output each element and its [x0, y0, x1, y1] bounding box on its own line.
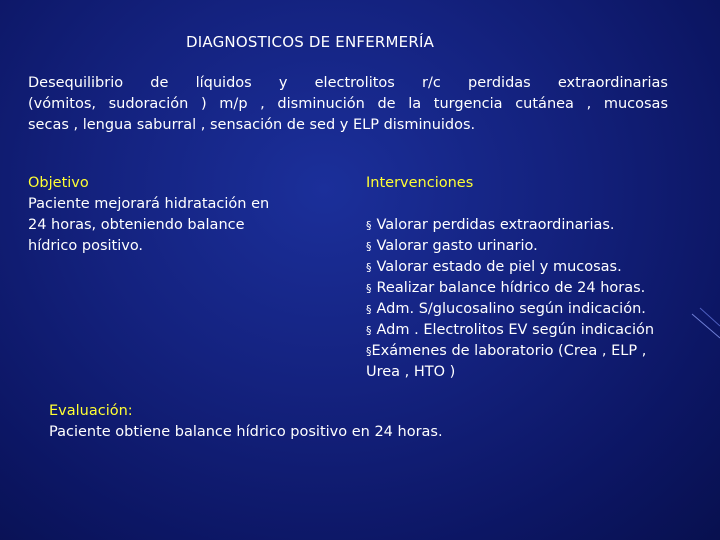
diagnosis-line: (vómitos, sudoración ) m/p , disminución de la turgencia cutánea , mucosas [28, 96, 668, 112]
objetivo-line: hídrico positivo. [28, 238, 144, 254]
list-item-text: Urea , HTO ) [366, 364, 456, 380]
bullet-icon: § [366, 282, 372, 295]
evaluacion-text: Paciente obtiene balance hídrico positivo en 24 horas. [49, 424, 443, 440]
bullet-icon: § [366, 219, 372, 232]
list-item [366, 257, 706, 278]
list-item [366, 278, 706, 299]
evaluacion-section [49, 401, 443, 443]
list-item-text: Valorar estado de piel y mucosas. [376, 259, 622, 275]
evaluacion-heading: Evaluación: [49, 403, 133, 419]
objetivo-heading: Objetivo [28, 175, 89, 191]
diagnosis-line: Desequilibrio de líquidos y electrolitos r/c perdidas extraordinarias [28, 75, 668, 91]
list-item [366, 320, 706, 341]
bullet-icon: § [366, 261, 372, 274]
list-item [366, 299, 706, 320]
list-item [366, 236, 706, 257]
list-item-text: Adm . Electrolitos EV según indicación [376, 322, 655, 338]
diagnosis-line: secas , lengua saburral , sensación de sed y ELP disminuidos. [28, 117, 476, 133]
list-item-continuation [366, 362, 706, 383]
slide-title: DIAGNOSTICOS DE ENFERMERÍA [186, 33, 435, 51]
diagnosis-paragraph [28, 73, 668, 136]
bullet-icon: § [366, 303, 372, 316]
list-item-text: Adm. S/glucosalino según indicación. [376, 301, 646, 317]
list-item-text: Exámenes de laboratorio (Crea , ELP , [371, 343, 647, 359]
bullet-icon: § [366, 324, 372, 337]
objetivo-line: 24 horas, obteniendo balance [28, 217, 245, 233]
bullet-icon: § [366, 345, 372, 358]
bullet-icon: § [366, 240, 372, 253]
objetivo-line: Paciente mejorará hidratación en [28, 196, 270, 212]
intervenciones-list [366, 215, 706, 383]
list-item [366, 215, 706, 236]
list-item-text: Valorar gasto urinario. [376, 238, 538, 254]
objetivo-section [28, 173, 318, 257]
list-item-text: Valorar perdidas extraordinarias. [376, 217, 615, 233]
intervenciones-heading: Intervenciones [366, 175, 474, 191]
decorative-lines-icon [690, 300, 720, 340]
intervenciones-section [366, 173, 706, 383]
list-item-text: Realizar balance hídrico de 24 horas. [376, 280, 646, 296]
list-item [366, 341, 706, 362]
